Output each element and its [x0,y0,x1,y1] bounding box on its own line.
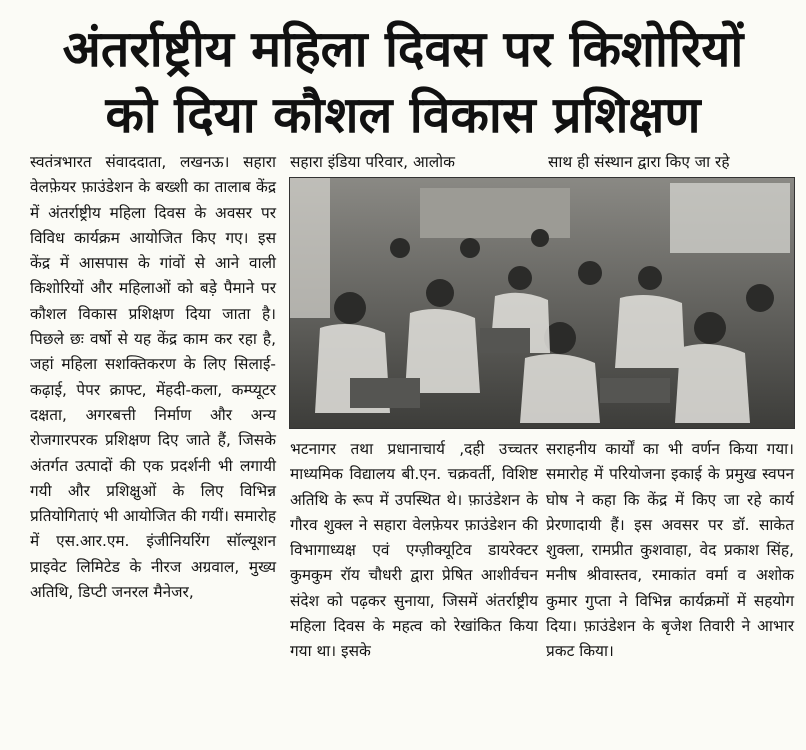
news-photo [289,177,795,429]
column-2-top-line: सहारा इंडिया परिवार, आलोक [290,153,455,171]
article-column-2 [290,437,538,665]
column-1-text: स्वतंत्रभारत संवाददाता, लखनऊ। सहारा वेलफ़ेयर फ़ाउंडेशन के बख्शी का तालाब केंद्र में अंतर्राष्ट्रीय महिला दिवस के अवसर पर विविध कार्यक्रम आयोजित किए गए। इस केंद्र में आसपास के गांवों से आने वाली किशोरियों और महिलाओं को बड़े पैमाने पर कौशल विकास प्रशिक्षण दिया जाता है। पिछले छः वर्षो से यह केंद्र काम कर रहा है, जहां महिला सशक्तिकरण के लिए सिलाई-कढ़ाई, पेपर क्राफ्ट, मेंहदी-कला, कम्प्यूटर दक्षता, अगरबत्ती निर्माण और अन्य रोजगारपरक प्रशिक्षण दिए जाते हैं, जिसके अंतर्गत उत्पादों की एक प्रदर्शनी भी लगायी गयी और प्रशिक्षुओं के लिए विभिन्न प्रतियोगिताएं भी आयोजित की गयीं। समारोह में एस.आर.एम. इंजीनियरिंग सॉल्यूशन प्राइवेट लिमिटेड के नीरज अग्रवाल, मुख्य अतिथि, डिप्टी जनरल मैनेजर, [30,153,276,602]
headline-line-1: अंतर्राष्ट्रीय महिला दिवस पर किशोरियों [62,20,744,78]
column-3-top-line: साथ ही संस्थान द्वारा किए जा रहे [548,153,730,171]
column-2-text: भटनागर तथा प्रधानाचार्य ,दही उच्चतर माध्यमिक विद्यालय बी.एन. चक्रवर्ती, विशिष्ट अतिथि के रूप में उपस्थित थे। फ़ाउंडेशन के गौरव शुक्ल ने सहारा वेलफ़ेयर फ़ाउंडेशन की विभागाध्यक्ष एवं एग्ज़ीक्यूटिव डायरेक्टर कुमकुम रॉय चौधरी द्वारा प्रेषित आशीर्वचन संदेश को पढ़कर सुनाया, जिसमें अंतर्राष्ट्रीय महिला दिवस के महत्व को रेखांकित किया गया था। इसके [290,440,538,661]
column-3-text: सराहनीय कार्यों का भी वर्णन किया गया। समारोह में परियोजना इकाई के प्रमुख स्वपन घोष ने कहा कि केंद्र में किए जा रहे कार्य प्रेरणादायी हैं। इस अवसर पर डॉ. साकेत शुक्ला, रामप्रीत कुशवाहा, वेद प्रकाश सिंह, मनीष श्रीवास्तव, रमाकांत वर्मा व अशोक कुमार गुप्ता ने विभिन्न कार्यक्रमों में सहयोग दिया। फ़ाउंडेशन के बृजेश तिवारी ने आभार प्रकट किया। [546,440,794,661]
article-column-3 [546,437,794,665]
headline-line-2: को दिया कौशल विकास प्रशिक्षण [105,86,701,144]
photo-illustration [290,178,794,428]
article-column-1 [30,150,276,605]
